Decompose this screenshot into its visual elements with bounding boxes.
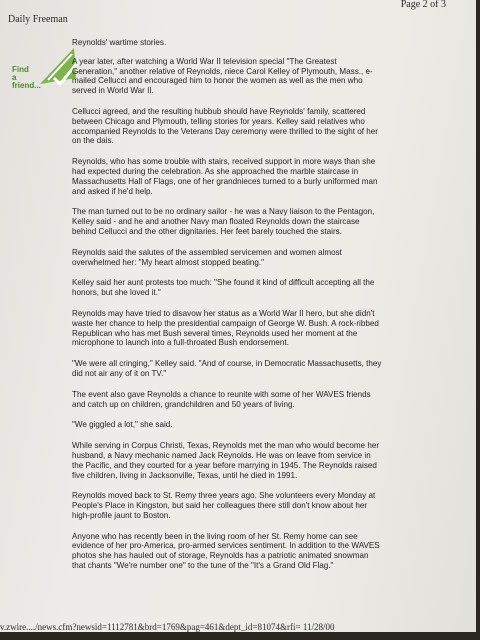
article-body <box>72 38 382 582</box>
find-a-friend-logo[interactable] <box>6 44 82 94</box>
article-paragraph: "We giggled a lot," she said. <box>72 420 173 430</box>
article-paragraph: Reynolds moved back to St. Remy three years ago. She volunteers every Monday at People's Place in Kingston, but said her colleagues there still don't know about her high-profile jaunt to Boston. <box>72 491 376 520</box>
footer-url: v.zwire..../news.cfm?newsid=1112781&brd=1769&pag=461&dept_id=81074&rfi= 11/28/00 <box>0 622 335 632</box>
article-paragraph: "We were all cringing," Kelley said. "And of course, in Democratic Massachusetts, they did not air any of it on TV." <box>72 359 382 378</box>
article-paragraph: The man turned out to be no ordinary sailor - he was a Navy liaison to the Pentagon, Kelley said - and he and another Navy man floated Reynolds down the staircase behind Cellucci and the other dignitaries. Her feet barely touched the stairs. <box>72 207 375 236</box>
logo-text: Find a friend... <box>12 65 41 90</box>
publication-name: Daily Freeman <box>8 14 68 25</box>
page-number: Page 2 of 3 <box>400 0 446 10</box>
article-paragraph: Anyone who has recently been in the living room of her St. Remy home can see evidence of her pro-America, pro-armed services sentiment. In addition to the WAVES photos she has hauled out of storage, Reynolds has a patriotic animated snowman that chants "We're number one" to the tune of the "It's a Grand Old Flag." <box>72 531 380 571</box>
article-paragraph: The event also gave Reynolds a chance to reunite with some of her WAVES friends and catch up on children, grandchildren and 50 years of living. <box>72 389 371 409</box>
article-paragraph: Reynolds said the salutes of the assembled servicemen and women almost overwhelmed her: "My heart almost stopped beating." <box>72 247 342 267</box>
article-paragraph: While serving in Corpus Christi, Texas, Reynolds met the man who would become her husband, a Navy mechanic named Jack Reynolds. He was on leave from service in the Pacific, and they courted for a year before marrying in 1945. The Reynolds raised five children, living in Jacksonville, Texas, until he died in 1991. <box>72 441 380 480</box>
article-paragraph: Reynolds may have tried to disavow her status as a World War II hero, but she didn't waste her chance to help the presidential campaign of George W. Bush. A rock-ribbed Republican who has met Bush several times, Reynolds used her moment at the microphone to launch into a full-throated Bush endorsement. <box>72 308 379 348</box>
article-paragraph: Cellucci agreed, and the resulting hubbub should have Reynolds' family, scattered between Chicago and Plymouth, telling stories for years. Kelley said relatives who accompanied Reynolds to the Veterans Day ceremony were thrilled to the sight of her on the dais. <box>72 106 378 146</box>
article-paragraph: Reynolds' wartime stories. <box>72 38 167 47</box>
article-paragraph: Kelley said her aunt protests too much: "She found it kind of difficult accepting all the honors, but she loved it." <box>72 278 375 298</box>
article-paragraph: Reynolds, who has some trouble with stairs, received support in more ways than she had expected during the celebration. As she approached the marble staircase in Massachusetts Hall of Flags, one of her grandnieces turned to a burly uniformed man and asked if he'd help. <box>72 157 378 196</box>
article-paragraph: A year later, after watching a World War II television special "The Greatest Generation," another relative of Reynolds, niece Carol Kelley of Plymouth, Mass., e-mailed Cellucci and encouraged him to honor the women as well as the men who served in World War II. <box>72 56 373 96</box>
